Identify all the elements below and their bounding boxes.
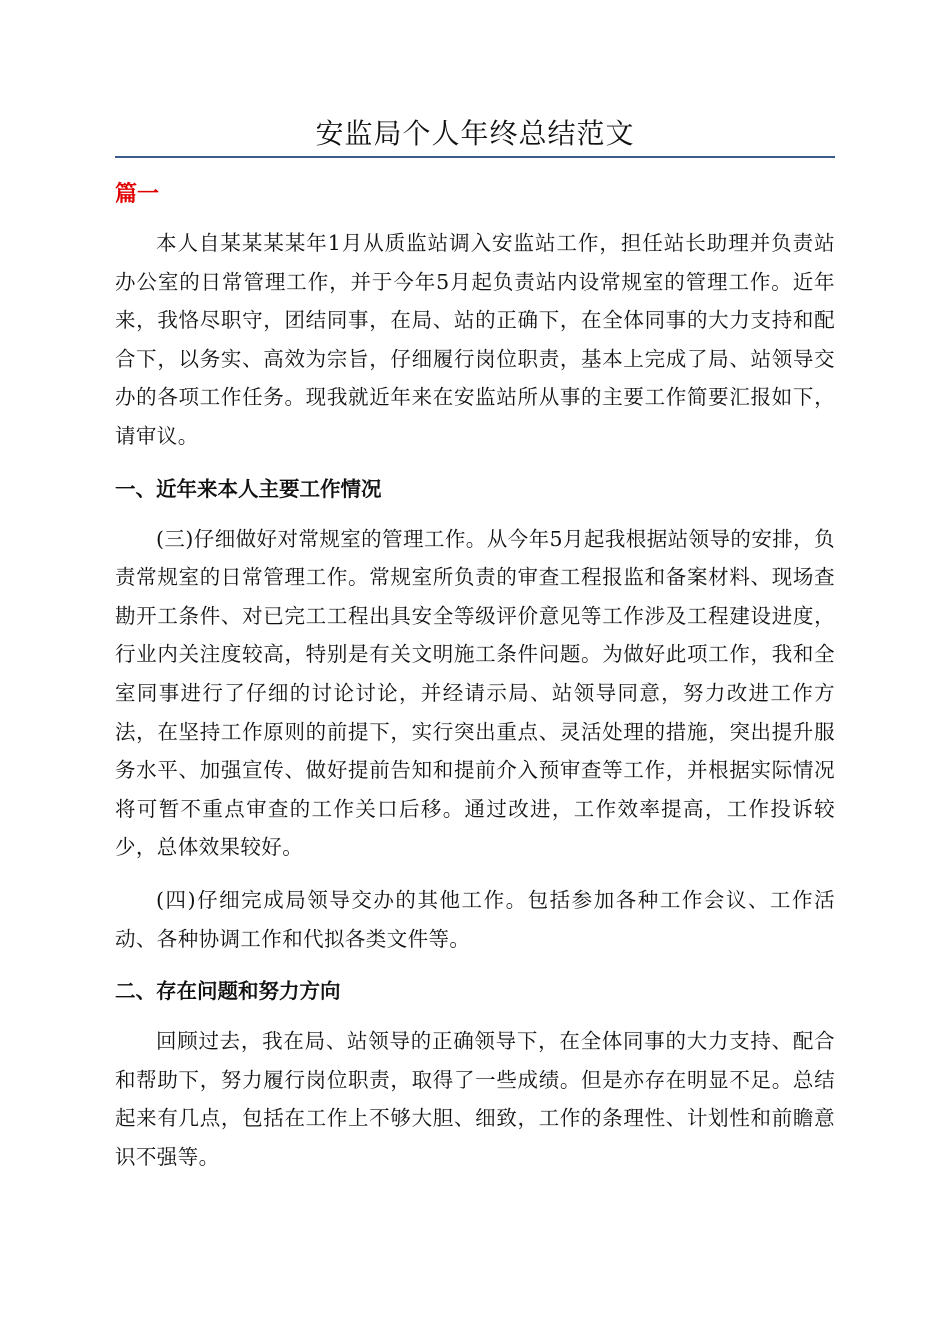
- document-page: [115, 112, 835, 1176]
- paragraph-gap: [115, 867, 835, 881]
- part-label: 篇一: [115, 182, 160, 207]
- section1-paragraph-1: (三)仔细做好对常规室的管理工作。从今年5月起我根据站领导的安排，负责常规室的日常管理工作。常规室所负责的审查工程报监和备案材料、现场查勘开工条件、对已完工工程出具安全等级评价意见等工作涉及工程建设进度，行业内关注度较高，特别是有关文明施工条件问题。为做好此项工作，我和全室同事进行了仔细的讨论讨论，并经请示局、站领导同意，努力改进工作方法，在坚持工作原则的前提下，实行突出重点、灵活处理的措施，突出提升服务水平、加强宣传、做好提前告知和提前介入预审查等工作，并根据实际情况将可暂不重点审查的工作关口后移。通过改进，工作效率提高，工作投诉较少，总体效果较好。: [115, 526, 835, 860]
- section-heading-1: 一、近年来本人主要工作情况: [115, 476, 382, 501]
- section1-paragraph-2: (四)仔细完成局领导交办的其他工作。包括参加各种工作会议、工作活动、各种协调工作和代拟各类文件等。: [115, 887, 835, 951]
- intro-paragraph: 本人自某某某某年1月从质监站调入安监站工作，担任站长助理并负责站办公室的日常管理工作，并于今年5月起负责站内设常规室的管理工作。近年来，我恪尽职守，团结同事，在局、站的正确下，在全体同事的大力支持和配合下，以务实、高效为宗旨，仔细履行岗位职责，基本上完成了局、站领导交办的各项工作任务。现我就近年来在安监站所从事的主要工作简要汇报如下，请审议。: [115, 231, 835, 448]
- document-title: 安监局个人年终总结范文: [315, 117, 635, 150]
- section-heading-2: 二、存在问题和努力方向: [115, 979, 341, 1004]
- section2-paragraph-1: 回顾过去，我在局、站领导的正确领导下，在全体同事的大力支持、配合和帮助下，努力履行岗位职责，取得了一些成绩。但是亦存在明显不足。总结起来有几点，包括在工作上不够大胆、细致，工作的条理性、计划性和前瞻意识不强等。: [115, 1029, 835, 1169]
- title-underline: [115, 156, 835, 158]
